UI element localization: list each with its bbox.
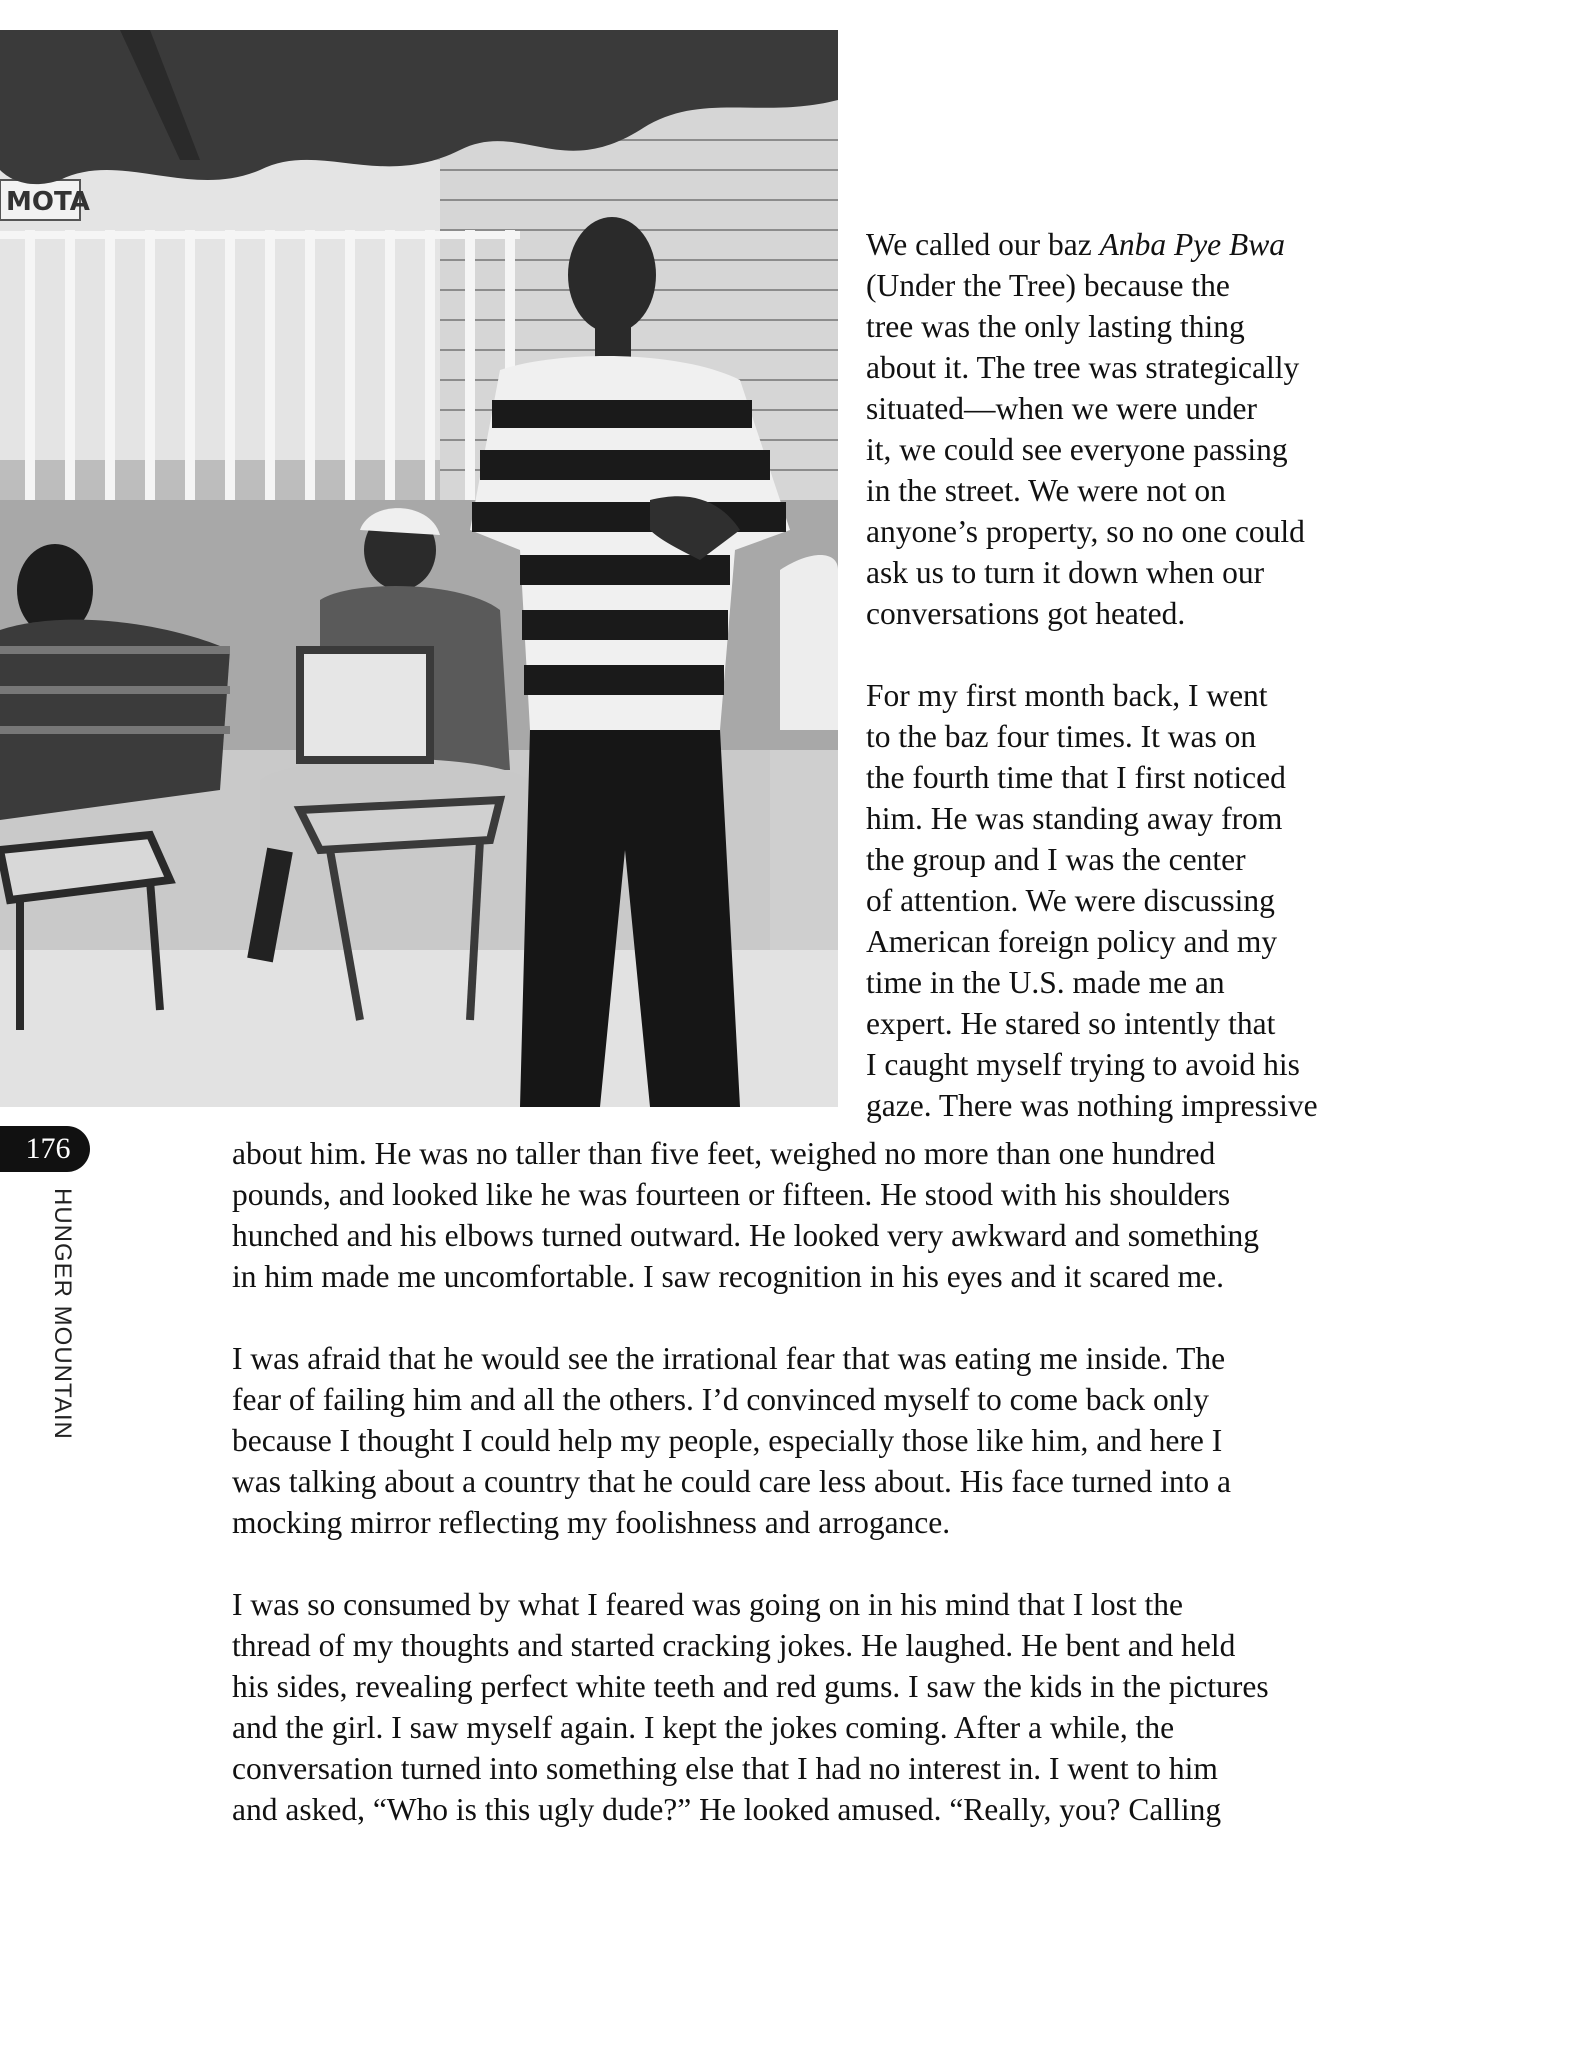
text-line: fear of failing him and all the others. I’d convinced myself to come back only [232, 1382, 1210, 1417]
text-line: ask us to turn it down when our [866, 555, 1265, 590]
narrow-text-column [866, 224, 1318, 1126]
text-line: the group and I was the center [866, 842, 1246, 877]
text-line: For my first month back, I went [866, 678, 1268, 713]
text-line: (Under the Tree) because the [866, 268, 1230, 303]
text-line: the fourth time that I first noticed [866, 760, 1286, 795]
text-line: tree was the only lasting thing [866, 309, 1245, 344]
text-line: American foreign policy and my [866, 924, 1278, 959]
paragraph-gap [232, 1543, 1269, 1584]
page-number: 176 [0, 1126, 90, 1172]
text-line: of attention. We were discussing [866, 883, 1275, 918]
photo-sign-text: MOTA [6, 187, 90, 217]
photo-illustration [0, 30, 838, 1107]
text-line: mocking mirror reflecting my foolishness and arrogance. [232, 1505, 951, 1540]
street-photo [0, 30, 838, 1107]
text-line: and asked, “Who is this ugly dude?” He looked amused. “Really, you? Calling [232, 1792, 1222, 1827]
text-line: situated—when we were under [866, 391, 1257, 426]
text-line: thread of my thoughts and started cracking jokes. He laughed. He bent and held [232, 1628, 1236, 1663]
running-title-text: HUNGER MOUNTAIN [49, 1188, 76, 1440]
text-line: in the street. We were not on [866, 473, 1226, 508]
running-title [40, 1188, 80, 1448]
text-line: his sides, revealing perfect white teeth and red gums. I saw the kids in the pictures [232, 1669, 1269, 1704]
text-line: him. He was standing away from [866, 801, 1283, 836]
text-line: it, we could see everyone passing [866, 432, 1288, 467]
text-line: I was afraid that he would see the irrational fear that was eating me inside. The [232, 1341, 1226, 1376]
paragraph-gap [866, 634, 1318, 675]
text-line: conversations got heated. [866, 596, 1186, 631]
text-line: I caught myself trying to avoid his [866, 1047, 1300, 1082]
text-line: about it. The tree was strategically [866, 350, 1300, 385]
text-line: time in the U.S. made me an [866, 965, 1225, 1000]
text-line: in him made me uncomfortable. I saw recognition in his eyes and it scared me. [232, 1259, 1224, 1294]
text-line: was talking about a country that he could care less about. His face turned into a [232, 1464, 1231, 1499]
text-line: We called our baz Anba Pye Bwa [866, 227, 1286, 262]
text-line: I was so consumed by what I feared was going on in his mind that I lost the [232, 1587, 1183, 1622]
text-line: about him. He was no taller than five feet, weighed no more than one hundred [232, 1136, 1216, 1171]
text-line: expert. He stared so intently that [866, 1006, 1276, 1041]
text-line: to the baz four times. It was on [866, 719, 1257, 754]
text-line: because I thought I could help my people, especially those like him, and here I [232, 1423, 1223, 1458]
text-line: hunched and his elbows turned outward. He looked very awkward and something [232, 1218, 1259, 1253]
text-line: pounds, and looked like he was fourteen or fifteen. He stood with his shoulders [232, 1177, 1231, 1212]
text-line: conversation turned into something else that I had no interest in. I went to him [232, 1751, 1218, 1786]
text-line: and the girl. I saw myself again. I kept the jokes coming. After a while, the [232, 1710, 1175, 1745]
wide-text-column [232, 1133, 1269, 1830]
paragraph-gap [232, 1297, 1269, 1338]
text-line: gaze. There was nothing impressive [866, 1088, 1318, 1123]
text-line: anyone’s property, so no one could [866, 514, 1305, 549]
